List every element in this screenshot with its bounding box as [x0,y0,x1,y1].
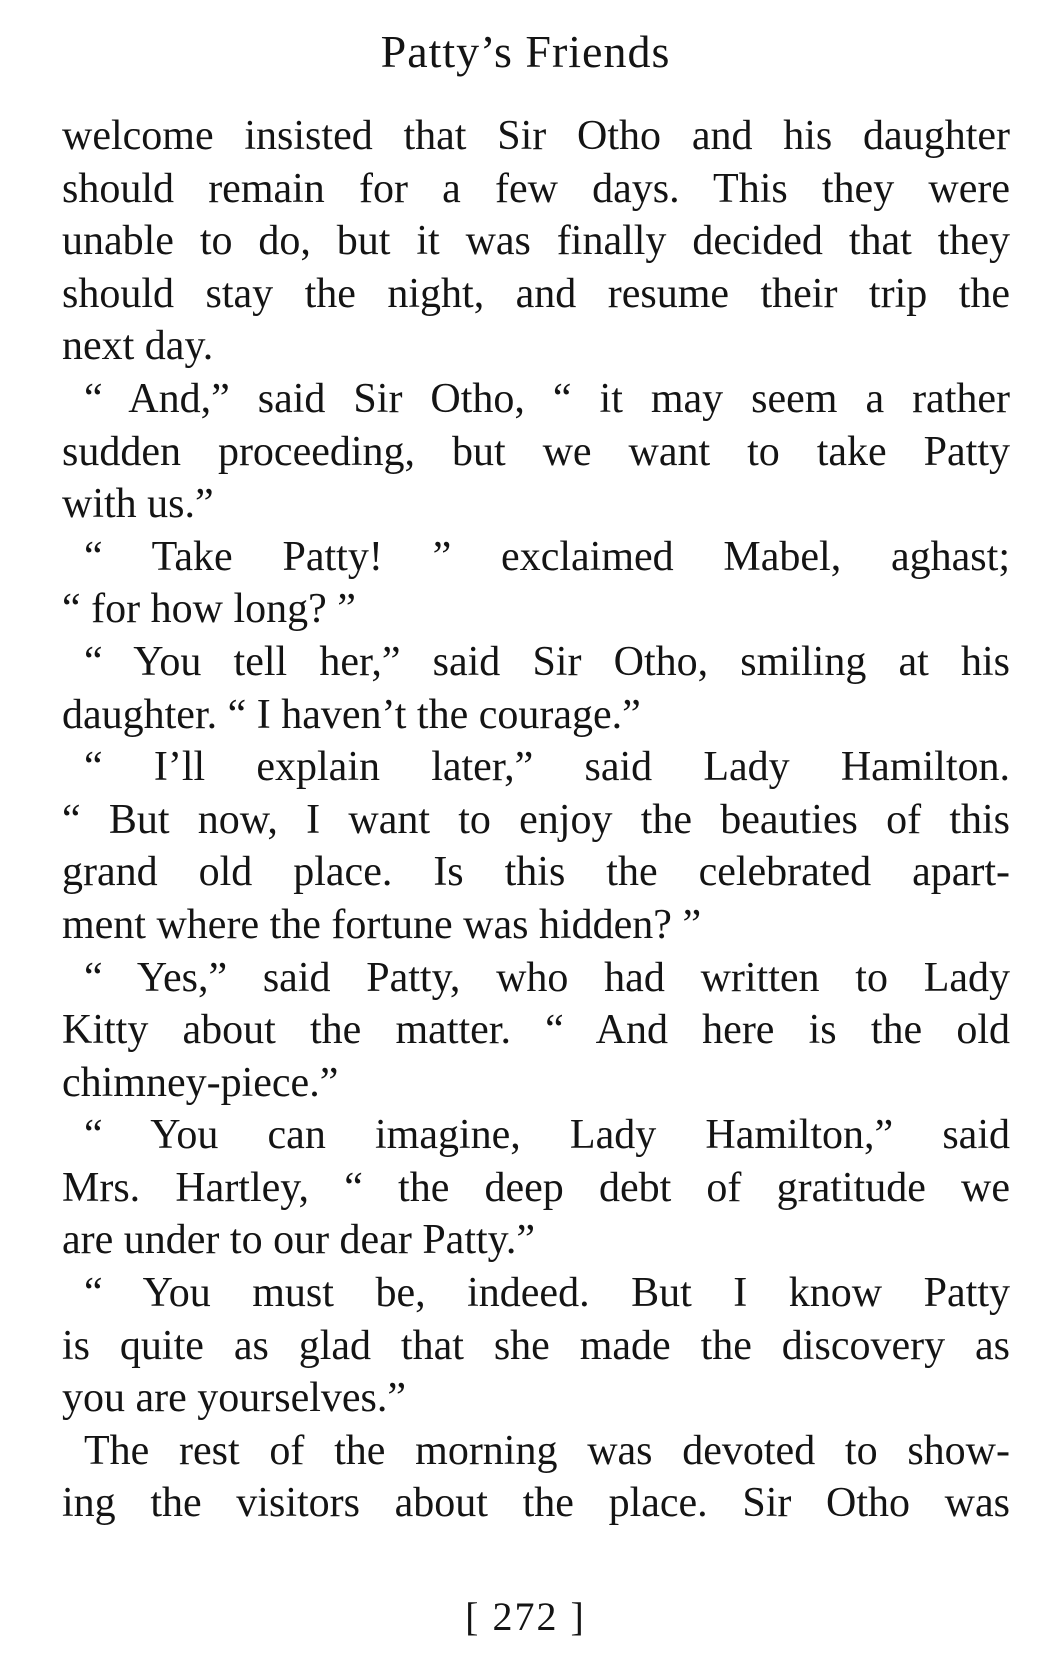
text-line: “ You must be, indeed. But I know Patty [84,1270,1010,1317]
text-line: “ I’ll explain later,” said Lady Hamilton. [84,744,1010,791]
text-line: “ But now, I want to enjoy the beauties of this [62,796,1010,843]
text-line: ment where the fortune was hidden? ” [62,901,702,948]
text-line: should stay the night, and resume their trip the [62,270,1010,317]
text-line: Mrs. Hartley, “ the deep debt of gratitude we [62,1164,1010,1211]
text-line: sudden proceeding, but we want to take Patty [62,428,1010,475]
text-line: should remain for a few days. This they were [62,165,1010,212]
text-line: Kitty about the matter. “ And here is the old [62,1007,1010,1054]
text-line: “ Yes,” said Patty, who had written to Lady [84,954,1010,1001]
text-line: ing the visitors about the place. Sir Otho was [62,1480,1010,1527]
text-line: daughter. “ I haven’t the courage.” [62,691,641,738]
text-line: you are yourselves.” [62,1375,407,1422]
text-line: unable to do, but it was finally decided that they [62,218,1010,265]
text-line: welcome insisted that Sir Otho and his daughter [62,113,1010,159]
page-number: [ 272 ] [465,1594,586,1639]
text-line: with us.” [62,481,214,528]
text-line: “ Take Patty! ” exclaimed Mabel, aghast; [84,533,1010,580]
text-line: The rest of the morning was devoted to show- [84,1427,1010,1474]
text-line: “ And,” said Sir Otho, “ it may seem a rather [84,375,1010,422]
text-line: are under to our dear Patty.” [62,1217,536,1264]
text-line: next day. [62,323,214,370]
text-line: chimney-piece.” [62,1059,339,1106]
text-line: “ for how long? ” [62,586,356,633]
text-line: grand old place. Is this the celebrated apart- [62,849,1010,896]
text-line: is quite as glad that she made the discovery as [62,1322,1010,1369]
text-line: “ You can imagine, Lady Hamilton,” said [84,1112,1010,1159]
body-text [62,110,1010,1530]
text-line: “ You tell her,” said Sir Otho, smiling at his [84,638,1010,685]
running-title: Patty’s Friends [380,26,671,77]
